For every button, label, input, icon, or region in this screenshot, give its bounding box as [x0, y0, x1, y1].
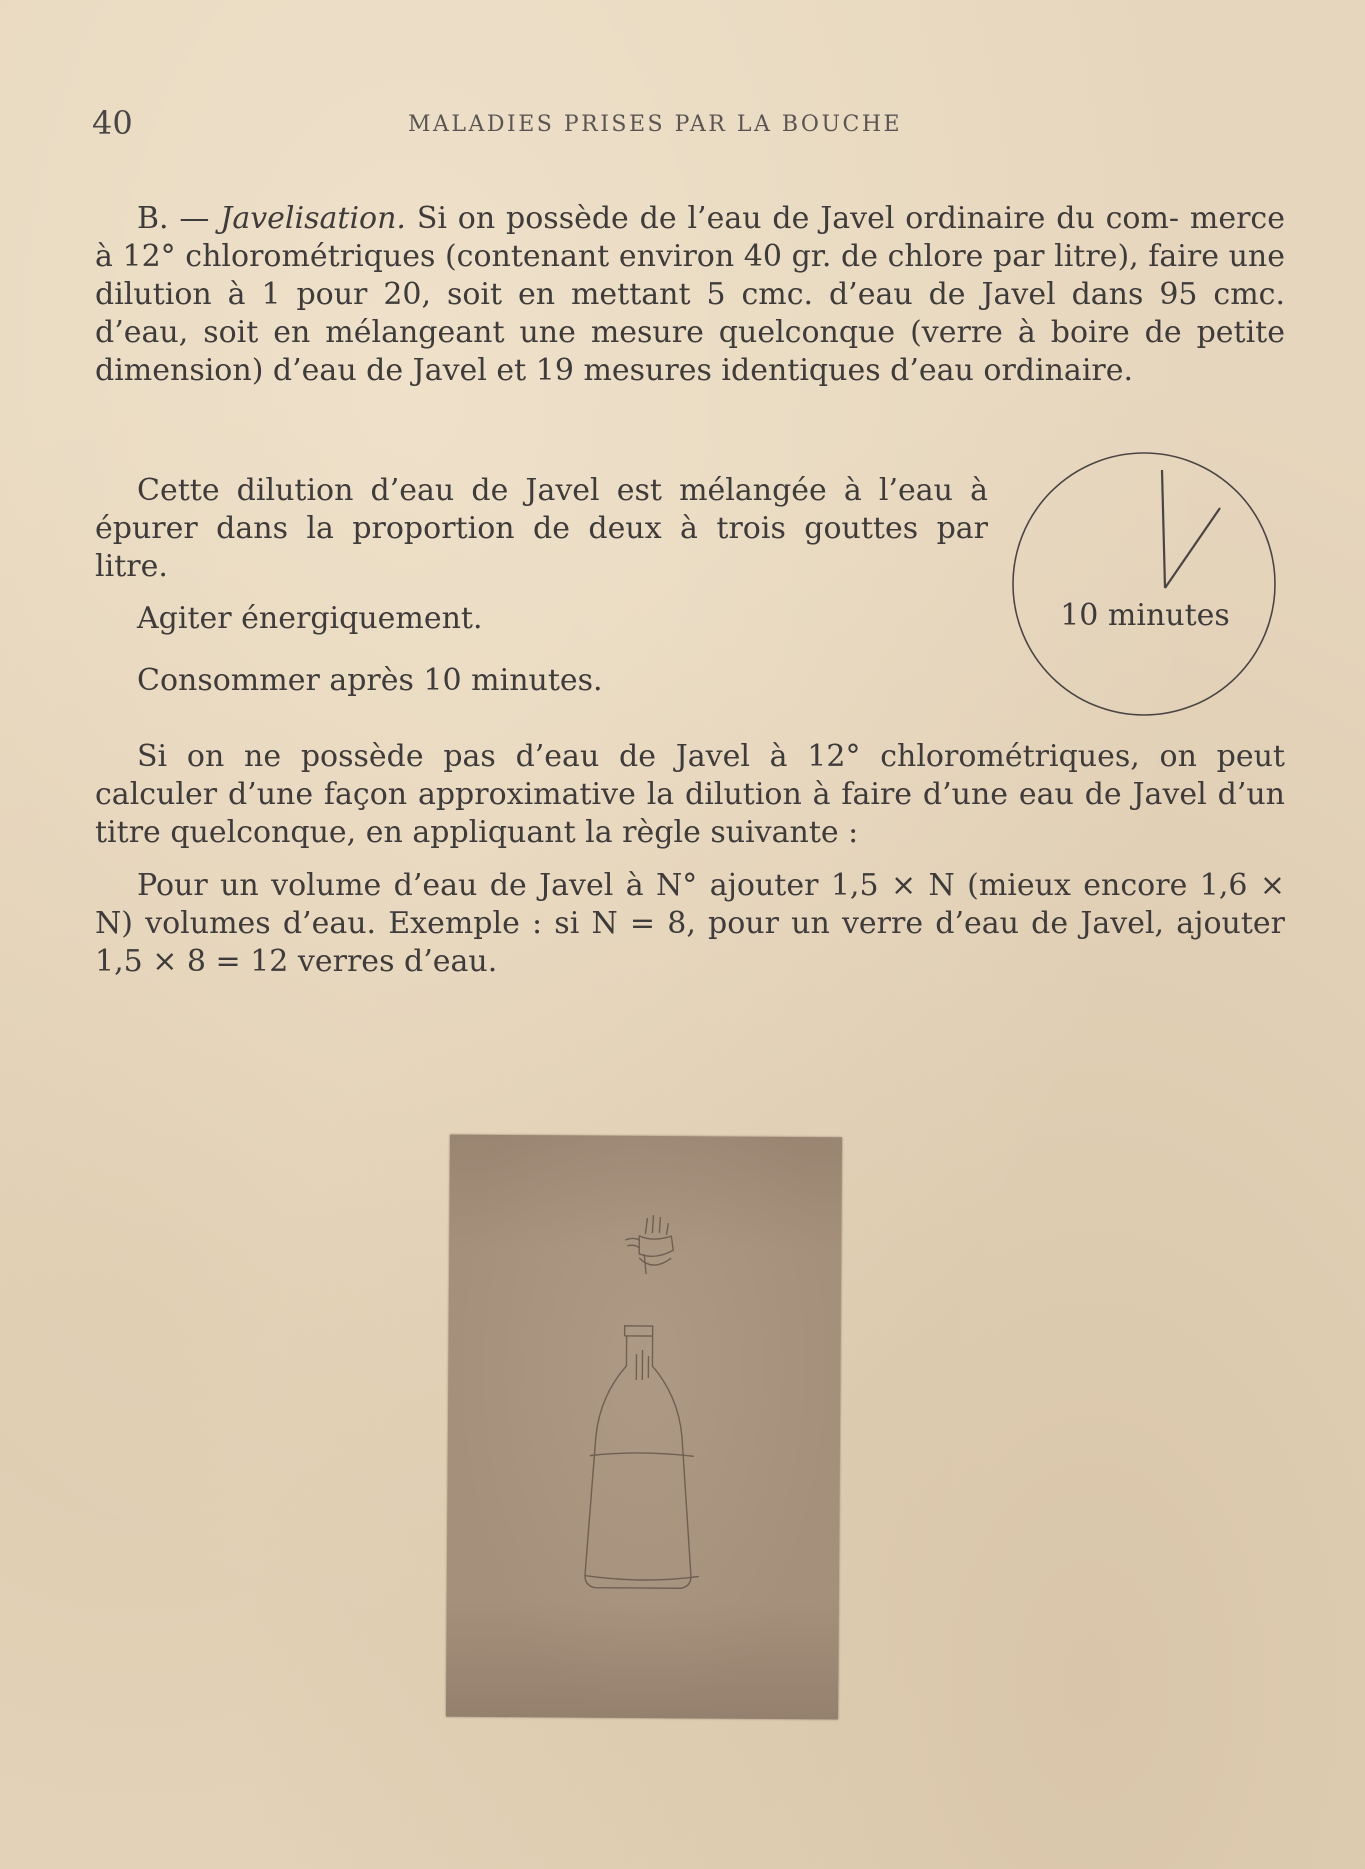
running-title: MALADIES PRISES PAR LA BOUCHE [408, 112, 903, 137]
clock-face-icon [1010, 448, 1280, 720]
clock-diagram [1010, 448, 1280, 720]
section-heading: Javelisation. [220, 201, 406, 236]
text-line: calculer d’une façon approximative la dilution à faire d’une eau de Javel [95, 777, 1207, 812]
paragraph-pour-un [95, 867, 1285, 981]
page-number: 40 [92, 104, 133, 142]
text-line: Pour un volume d’eau de Javel à N° ajouter 1,5 × N (mieux encore [137, 868, 1188, 903]
text-line: dans 95 cmc. d’eau, soit en mélangeant une mesure quelconque (verre à [95, 277, 1285, 350]
text-line: litre. [95, 549, 168, 584]
running-head [92, 104, 1282, 144]
dropper-bottle-icon [446, 1135, 842, 1720]
text-line: Si on possède de l’eau de Javel ordinaire du com- [416, 201, 1180, 236]
text-line: ordinaire. [983, 353, 1134, 388]
paragraph-agiter: Agiter énergiquement. [137, 601, 483, 636]
text-line: merce à 12° chlorométriques (contenant environ 40 gr. de chlore par [95, 201, 1285, 274]
paragraph-dilution [95, 472, 988, 586]
text-line: 1,6 × N) volumes d’eau. Exemple : si N = 8, pour un verre d’eau de [95, 868, 1285, 941]
text-line: Cette dilution d’eau de Javel est mélangée à l’eau à [137, 473, 988, 508]
paragraph-javelisation [95, 200, 1285, 390]
text-line: litre), faire une dilution à 1 pour 20, soit en mettant 5 cmc. d’eau de Javel [95, 239, 1285, 312]
paragraph-si-on [95, 738, 1285, 852]
text-line: d’un titre quelconque, en appliquant la règle suivante : [95, 777, 1285, 850]
text-line: épurer dans la proportion de deux à trois gouttes par [95, 511, 988, 546]
text-line: Javel, ajouter 1,5 × 8 = 12 verres d’eau. [95, 906, 1285, 979]
clock-label: 10 minutes [1060, 598, 1230, 633]
section-label: B. — [137, 201, 210, 236]
text-line: boire de petite dimension) d’eau de Javel et 19 mesures identiques d’eau [95, 315, 1285, 388]
text-line: Si on ne possède pas d’eau de Javel à 12° chlorométriques, on peut [137, 739, 1285, 774]
paragraph-consommer: Consommer après 10 minutes. [137, 663, 603, 698]
illustration-plate [446, 1135, 842, 1720]
